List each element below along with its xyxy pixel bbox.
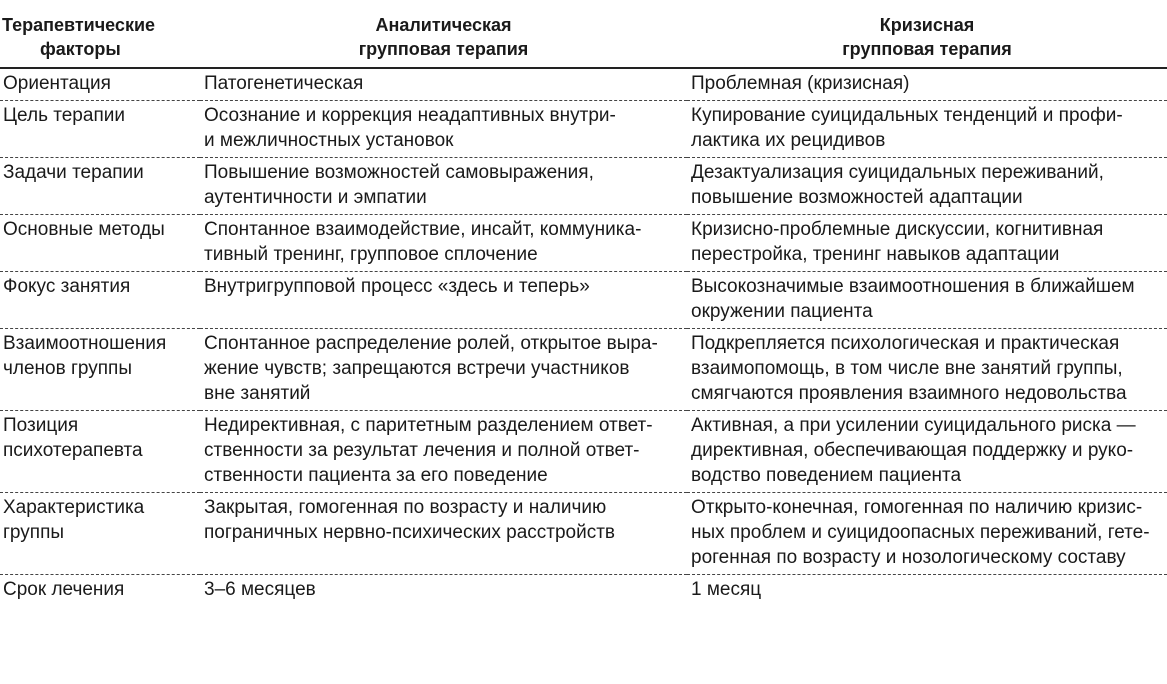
cell-line: взаимопомощь, в том числе вне занятий группы, — [691, 358, 1123, 379]
cell-factor — [0, 575, 200, 607]
cell-line: Купирование суицидальных тенденций и профи- — [691, 105, 1123, 126]
table-row — [0, 101, 1167, 158]
cell-crisis — [687, 411, 1167, 493]
cell-line: Открыто-конечная, гомогенная по наличию кризис- — [691, 497, 1143, 518]
cell-line: аутентичности и эмпатии — [204, 187, 427, 208]
cell-line: тивный тренинг, групповое сплочение — [204, 244, 538, 265]
cell-line: ных проблем и суицидоопасных переживаний, гете- — [691, 522, 1150, 543]
header-crisis — [687, 10, 1167, 68]
cell-line: повышение возможностей адаптации — [691, 187, 1023, 208]
cell-crisis — [687, 215, 1167, 272]
cell-line: жение чувств; запрещаются встречи участников — [204, 358, 630, 379]
comparison-table — [0, 10, 1167, 606]
cell-line: водство поведением пациента — [691, 465, 962, 486]
cell-line: вне занятий — [204, 383, 311, 404]
cell-factor — [0, 329, 200, 411]
cell-analytic — [200, 215, 687, 272]
cell-line: Патогенетическая — [204, 73, 364, 94]
cell-line: ственности за результат лечения и полной ответ- — [204, 440, 640, 461]
cell-line: Спонтанное взаимодействие, инсайт, коммуника- — [204, 219, 642, 240]
cell-line: пограничных нервно-психических расстройств — [204, 522, 616, 543]
cell-line: 3–6 месяцев — [204, 579, 316, 600]
cell-analytic — [200, 411, 687, 493]
cell-factor — [0, 411, 200, 493]
table-row — [0, 493, 1167, 575]
cell-line: ственности пациента за его поведение — [204, 465, 548, 486]
header-line: Кризисная — [879, 15, 975, 35]
cell-line: Внутригрупповой процесс «здесь и теперь» — [204, 276, 590, 297]
cell-factor — [0, 493, 200, 575]
cell-line: Срок лечения — [3, 579, 125, 600]
cell-line: Основные методы — [3, 219, 165, 240]
cell-line: Позиция — [3, 415, 79, 436]
cell-crisis — [687, 493, 1167, 575]
header-line: групповая терапия — [842, 39, 1012, 59]
header-line: факторы — [40, 39, 121, 59]
cell-line: Дезактуализация суицидальных переживаний, — [691, 162, 1104, 183]
header-analytic — [200, 10, 687, 68]
table-row — [0, 272, 1167, 329]
cell-analytic — [200, 329, 687, 411]
cell-line: группы — [3, 522, 65, 543]
cell-line: перестройка, тренинг навыков адаптации — [691, 244, 1060, 265]
cell-line: Подкрепляется психологическая и практическая — [691, 333, 1120, 354]
cell-factor — [0, 101, 200, 158]
cell-line: Кризисно-проблемные дискуссии, когнитивная — [691, 219, 1104, 240]
table-header — [0, 10, 1167, 68]
header-line: Терапевтические — [2, 15, 156, 35]
cell-factor — [0, 215, 200, 272]
cell-factor — [0, 272, 200, 329]
cell-line: Проблемная (кризисная) — [691, 73, 910, 94]
cell-line: Задачи терапии — [3, 162, 144, 183]
cell-analytic — [200, 493, 687, 575]
cell-analytic — [200, 101, 687, 158]
cell-line: смягчаются проявления взаимного недовольства — [691, 383, 1127, 404]
cell-line: и межличностных установок — [204, 130, 454, 151]
header-line: Аналитическая — [375, 15, 512, 35]
table-row — [0, 329, 1167, 411]
cell-line: Недирективная, с паритетным разделением ответ- — [204, 415, 653, 436]
cell-line: Цель терапии — [3, 105, 125, 126]
cell-line: Осознание и коррекция неадаптивных внутри- — [204, 105, 616, 126]
cell-line: лактика их рецидивов — [691, 130, 886, 151]
cell-analytic — [200, 158, 687, 215]
cell-line: Закрытая, гомогенная по возрасту и наличию — [204, 497, 607, 518]
table-row — [0, 575, 1167, 607]
cell-line: психотерапевта — [3, 440, 143, 461]
cell-line: Повышение возможностей самовыражения, — [204, 162, 594, 183]
cell-analytic — [200, 272, 687, 329]
table-row — [0, 215, 1167, 272]
cell-analytic — [200, 68, 687, 101]
cell-line: 1 месяц — [691, 579, 762, 600]
cell-crisis — [687, 68, 1167, 101]
table-row — [0, 411, 1167, 493]
cell-factor — [0, 68, 200, 101]
header-factors — [0, 10, 200, 68]
table-body — [0, 68, 1167, 606]
cell-factor — [0, 158, 200, 215]
table-row — [0, 68, 1167, 101]
cell-line: Активная, а при усилении суицидального риска — — [691, 415, 1136, 436]
cell-line: окружении пациента — [691, 301, 873, 322]
cell-crisis — [687, 329, 1167, 411]
table-row — [0, 158, 1167, 215]
cell-line: Спонтанное распределение ролей, открытое выра- — [204, 333, 658, 354]
header-row — [0, 10, 1167, 68]
header-line: групповая терапия — [358, 39, 529, 59]
cell-line: членов группы — [3, 358, 133, 379]
cell-line: Фокус занятия — [3, 276, 131, 297]
cell-line: рогенная по возрасту и нозологическому составу — [691, 547, 1126, 568]
cell-crisis — [687, 272, 1167, 329]
cell-line: Ориентация — [3, 73, 111, 94]
cell-analytic — [200, 575, 687, 607]
cell-crisis — [687, 101, 1167, 158]
cell-line: Взаимоотношения — [3, 333, 167, 354]
cell-crisis — [687, 158, 1167, 215]
cell-crisis — [687, 575, 1167, 607]
cell-line: директивная, обеспечивающая поддержку и руко- — [691, 440, 1134, 461]
cell-line: Характеристика — [3, 497, 145, 518]
cell-line: Высокозначимые взаимоотношения в ближайшем — [691, 276, 1135, 297]
